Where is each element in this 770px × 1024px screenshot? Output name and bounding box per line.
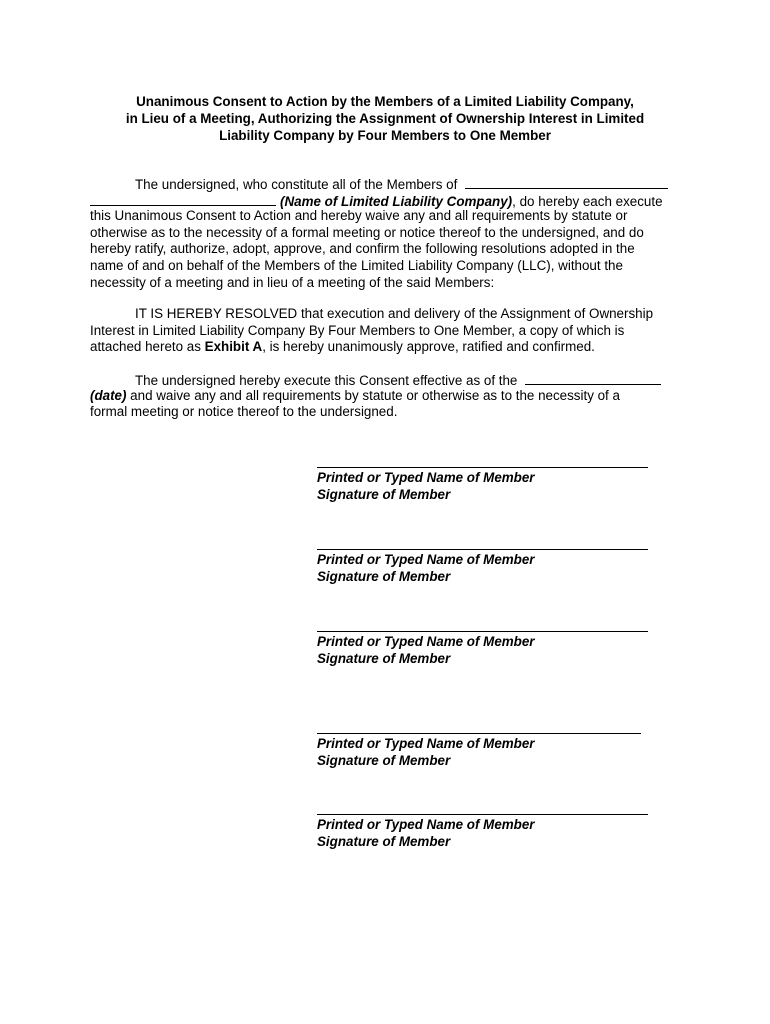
signature-block-1 xyxy=(317,467,648,503)
title-line-3: Liability Company by Four Members to One Member xyxy=(219,128,551,143)
title-line-2: in Lieu of a Meeting, Authorizing the Assignment of Ownership Interest in Limited xyxy=(125,111,645,126)
paragraph-line: necessity of a meeting and in lieu of a meeting of the said Members: xyxy=(90,274,495,290)
printed-name-label: Printed or Typed Name of Member xyxy=(317,634,535,649)
consent-intro-text: The undersigned, who constitute all of the Members of xyxy=(135,177,458,192)
signature-block-3 xyxy=(317,631,648,667)
signature-line[interactable] xyxy=(317,814,648,815)
paragraph-line xyxy=(90,339,690,356)
document-title xyxy=(90,93,680,144)
paragraph-line: otherwise as to the necessity of a formal meeting or notice thereof to the undersigned, and do xyxy=(90,224,644,240)
signature-label: Signature of Member xyxy=(317,752,451,768)
signature-label: Signature of Member xyxy=(317,486,451,502)
signature-line[interactable] xyxy=(317,549,648,550)
printed-name-label: Printed or Typed Name of Member xyxy=(317,470,535,485)
consent-text-cont: , do hereby each execute xyxy=(512,193,663,209)
paragraph-line xyxy=(90,388,690,405)
date-placeholder: (date) xyxy=(90,387,127,403)
paragraph-line xyxy=(90,192,690,209)
signature-line[interactable] xyxy=(317,631,648,632)
signature-label: Signature of Member xyxy=(317,650,451,666)
printed-name-label: Printed or Typed Name of Member xyxy=(317,552,535,567)
company-name-placeholder: (Name of Limited Liability Company) xyxy=(280,193,513,209)
paragraph-line xyxy=(90,371,690,388)
effective-date-text-cont: and waive any and all requirements by statute or otherwise as to the necessity of a xyxy=(126,387,620,403)
paragraph-line: formal meeting or notice thereof to the undersigned. xyxy=(90,404,398,420)
signature-block-5 xyxy=(317,814,648,850)
paragraph-line: IT IS HEREBY RESOLVED that execution and delivery of the Assignment of Ownership xyxy=(135,306,654,321)
resolution-text-end: , is hereby unanimously approve, ratified and confirmed. xyxy=(262,339,595,355)
paragraph-line: Interest in Limited Liability Company By Four Members to One Member, a copy of which is xyxy=(90,322,625,338)
signature-block-2 xyxy=(317,549,648,585)
paragraph-resolution xyxy=(90,306,690,356)
signature-line[interactable] xyxy=(317,733,641,734)
printed-name-label: Printed or Typed Name of Member xyxy=(317,736,535,751)
signature-label: Signature of Member xyxy=(317,833,451,849)
paragraph-line xyxy=(90,175,690,192)
title-line-1: Unanimous Consent to Action by the Members of a Limited Liability Company, xyxy=(136,94,634,109)
company-name-blank-1[interactable] xyxy=(465,175,668,189)
paragraph-effective-date xyxy=(90,371,690,421)
date-blank[interactable] xyxy=(525,371,661,385)
effective-date-text: The undersigned hereby execute this Consent effective as of the xyxy=(135,373,518,388)
signature-label: Signature of Member xyxy=(317,568,451,584)
paragraph-consent xyxy=(90,175,690,291)
company-name-blank-2[interactable] xyxy=(90,192,276,206)
exhibit-reference: Exhibit A xyxy=(204,339,263,355)
signature-block-4 xyxy=(317,733,641,769)
printed-name-label: Printed or Typed Name of Member xyxy=(317,817,535,832)
paragraph-line: this Unanimous Consent to Action and hereby waive any and all requirements by statute or xyxy=(90,208,628,224)
resolution-text: attached hereto as xyxy=(90,339,205,355)
signature-line[interactable] xyxy=(317,467,648,468)
paragraph-line: name of and on behalf of the Members of the Limited Liability Company (LLC), without the xyxy=(90,257,623,273)
paragraph-line: hereby ratify, authorize, adopt, approve, and confirm the following resolutions adopted in the xyxy=(90,241,635,257)
